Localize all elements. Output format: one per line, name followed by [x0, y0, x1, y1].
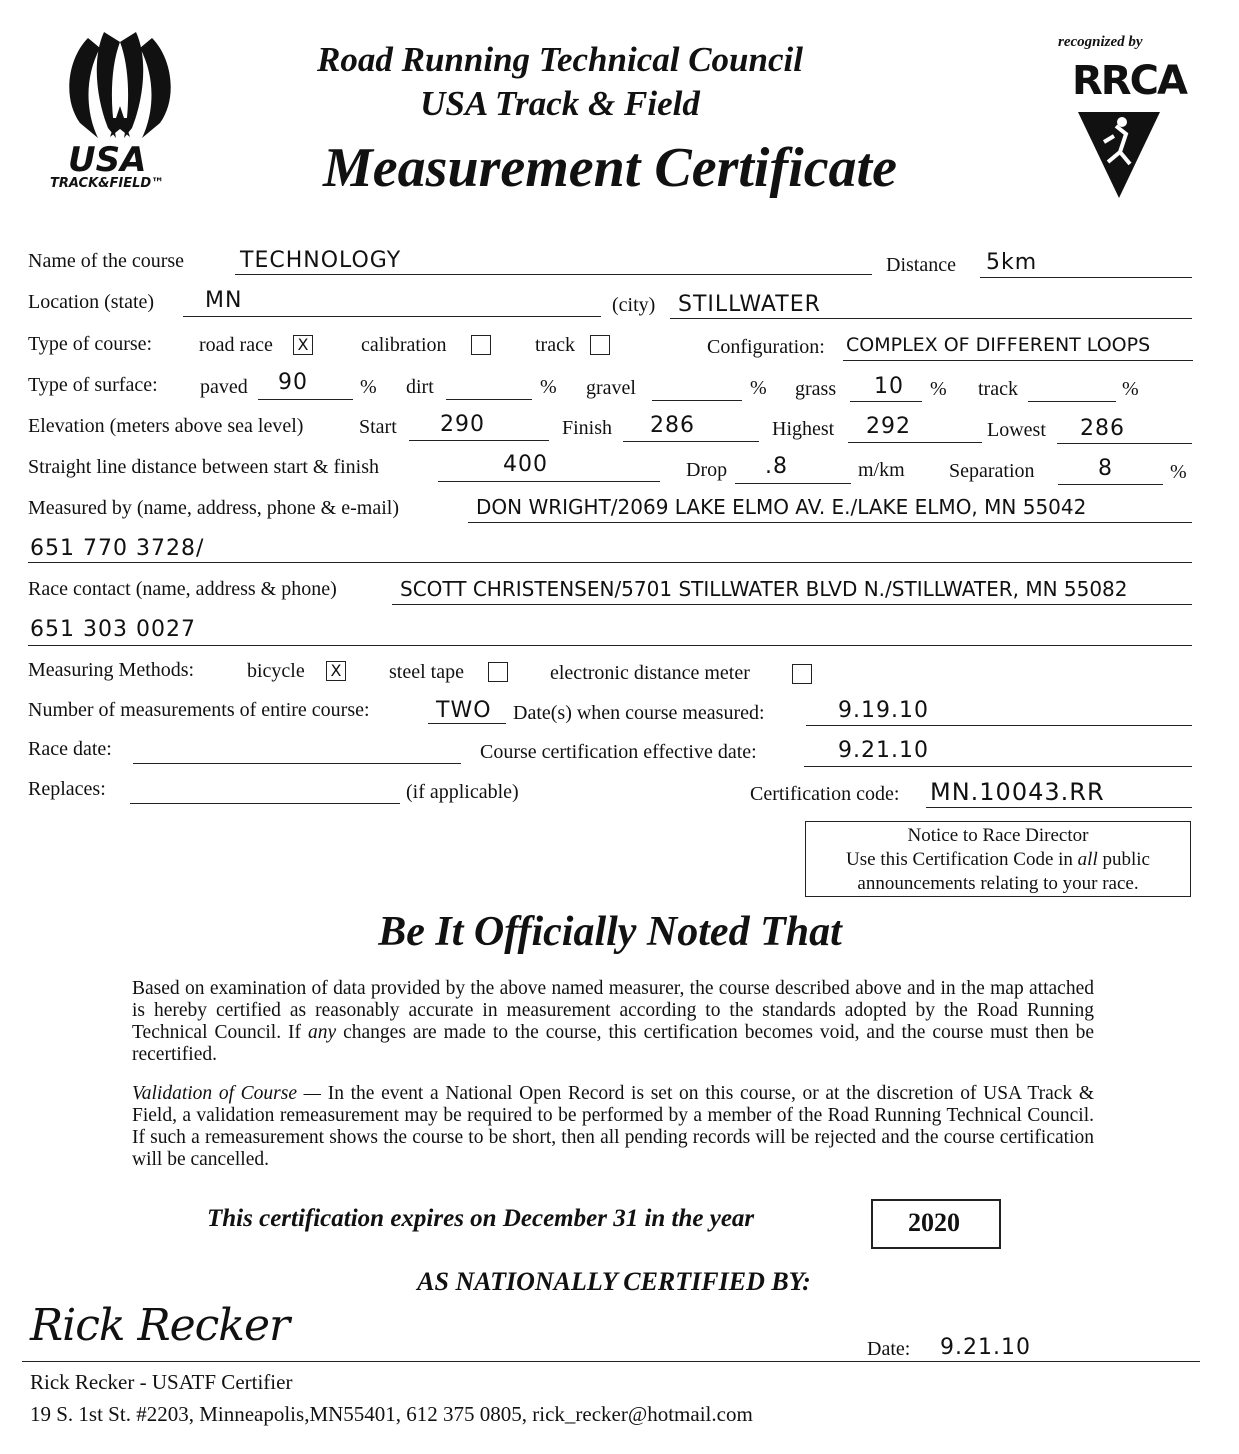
calibration-label: calibration: [361, 334, 447, 356]
effective-date-value: 9.21.10: [838, 738, 929, 763]
separation-value: 8: [1098, 456, 1113, 481]
rrca-logo: [1050, 34, 1190, 204]
expires-text: This certification expires on December 31 in the year: [207, 1205, 755, 1232]
certifier-address: 19 S. 1st St. #2203, Minneapolis,MN55401, 612 375 0805, rick_recker@hotmail.com: [30, 1402, 753, 1426]
edm-label: electronic distance meter: [550, 662, 750, 684]
notice-box: [805, 821, 1191, 897]
validation-paragraph: Validation of Course — In the event a National Open Record is set on this course, or at the discretion of USA Track & Field, a validation remeasurement may be required to be performed by a member of the Road Running Technical Council. If such a remeasurement shows the course to be short, then all pending records will be rejected and the course certification will be cancelled.: [132, 1083, 1094, 1170]
official-heading: Be It Officially Noted That: [378, 909, 842, 955]
certified-by-heading: AS NATIONALLY CERTIFIED BY:: [417, 1267, 811, 1296]
measured-by-phone: 651 770 3728/: [30, 536, 205, 561]
certification-code-label: Certification code:: [750, 783, 900, 805]
road-race-checkbox[interactable]: X: [293, 335, 313, 355]
city-label: (city): [612, 294, 656, 316]
bicycle-checkbox[interactable]: X: [326, 661, 346, 681]
if-applicable-label: (if applicable): [406, 781, 519, 803]
steel-tape-label: steel tape: [389, 661, 464, 683]
certification-code-value: MN.10043.RR: [930, 778, 1105, 806]
configuration-value: COMPLEX OF DIFFERENT LOOPS: [846, 334, 1151, 356]
calibration-checkbox[interactable]: [471, 335, 491, 355]
measuring-methods-label: Measuring Methods:: [28, 659, 195, 681]
start-value: 290: [440, 412, 485, 437]
type-of-course-label: Type of course:: [28, 333, 153, 355]
usatf-logo: [40, 28, 200, 198]
grass-label: grass: [795, 378, 837, 400]
straight-line-value: 400: [503, 452, 548, 477]
course-name-value: TECHNOLOGY: [240, 248, 402, 273]
track-percent: %: [1122, 378, 1139, 400]
bicycle-label: bicycle: [247, 660, 305, 682]
rrca-triangle-icon: [1078, 112, 1160, 200]
highest-value: 292: [866, 414, 911, 439]
expires-year: 2020: [908, 1208, 960, 1237]
separation-label: Separation: [949, 460, 1035, 482]
gravel-label: gravel: [586, 377, 636, 399]
dates-measured-value: 9.19.10: [838, 698, 929, 723]
surface-label: Type of surface:: [28, 374, 158, 396]
usatf-logo-subtext: TRACK&FIELD™: [50, 176, 165, 191]
org-subtitle: USA Track & Field: [420, 84, 700, 123]
drop-value: .8: [765, 454, 788, 479]
straight-line-label: Straight line distance between start & finish: [28, 456, 380, 478]
grass-value: 10: [874, 374, 904, 399]
start-label: Start: [359, 416, 397, 438]
track-checkbox[interactable]: [590, 335, 610, 355]
race-contact-label: Race contact (name, address & phone): [28, 578, 337, 600]
certifier-name: Rick Recker - USATF Certifier: [30, 1370, 293, 1394]
document-title: Measurement Certificate: [323, 137, 897, 199]
finish-label: Finish: [562, 417, 613, 439]
paved-label: paved: [200, 376, 248, 398]
finish-value: 286: [650, 413, 695, 438]
rrca-recognized-text: recognized by: [1058, 34, 1143, 50]
notice-line-3: announcements relating to your race.: [857, 873, 1139, 894]
usatf-logo-text: USA: [68, 140, 147, 180]
effective-date-label: Course certification effective date:: [480, 741, 757, 763]
lowest-value: 286: [1080, 416, 1125, 441]
dirt-percent: %: [540, 376, 557, 398]
grass-percent: %: [930, 378, 947, 400]
drop-unit: m/km: [858, 459, 905, 481]
steel-tape-checkbox[interactable]: [488, 662, 508, 682]
paved-percent: %: [360, 376, 377, 398]
highest-label: Highest: [772, 418, 835, 440]
state-value: MN: [205, 288, 243, 313]
elevation-label: Elevation (meters above sea level): [28, 415, 304, 437]
num-measurements-label: Number of measurements of entire course:: [28, 699, 370, 721]
gravel-percent: %: [750, 377, 767, 399]
distance-value: 5km: [986, 250, 1038, 275]
certification-paragraph: Based on examination of data provided by the above named measurer, the course described above and in the map attached is hereby certified as reasonably accurate in measurement according to the standards adopted by the Road Running Technical Council. If any changes are made to the course, this certification becomes void, and the course must then be recertified.: [132, 978, 1094, 1065]
distance-label: Distance: [886, 254, 956, 276]
race-contact-phone: 651 303 0027: [30, 617, 196, 642]
lowest-label: Lowest: [987, 419, 1046, 441]
notice-line-2: Use this Certification Code in all public: [846, 849, 1150, 870]
track-surface-label: track: [978, 378, 1018, 400]
org-title: Road Running Technical Council: [317, 40, 803, 79]
signature-date-label: Date:: [867, 1338, 911, 1360]
configuration-label: Configuration:: [707, 336, 825, 358]
usatf-wings-icon: [40, 28, 200, 158]
location-state-label: Location (state): [28, 291, 155, 313]
road-race-label: road race: [199, 334, 273, 356]
city-value: STILLWATER: [678, 292, 821, 317]
measured-by-value: DON WRIGHT/2069 LAKE ELMO AV. E./LAKE ELMO, MN 55042: [476, 495, 1087, 519]
replaces-label: Replaces:: [28, 778, 106, 800]
certifier-signature: Rick Recker: [30, 1300, 290, 1351]
notice-title: Notice to Race Director: [907, 825, 1089, 846]
race-contact-value: SCOTT CHRISTENSEN/5701 STILLWATER BLVD N./STILLWATER, MN 55082: [400, 577, 1128, 601]
num-measurements-value: TWO: [436, 698, 492, 723]
race-date-label: Race date:: [28, 738, 112, 760]
drop-label: Drop: [686, 459, 728, 481]
signature-date-value: 9.21.10: [940, 1335, 1031, 1360]
track-course-label: track: [535, 334, 575, 356]
edm-checkbox[interactable]: [792, 664, 812, 684]
paved-value: 90: [278, 370, 308, 395]
measured-by-label: Measured by (name, address, phone & e-mail): [28, 497, 399, 519]
course-name-label: Name of the course: [28, 250, 185, 272]
dates-measured-label: Date(s) when course measured:: [513, 702, 765, 724]
separation-percent: %: [1170, 461, 1187, 483]
rrca-text: RRCA: [1072, 58, 1186, 104]
dirt-label: dirt: [406, 376, 434, 398]
